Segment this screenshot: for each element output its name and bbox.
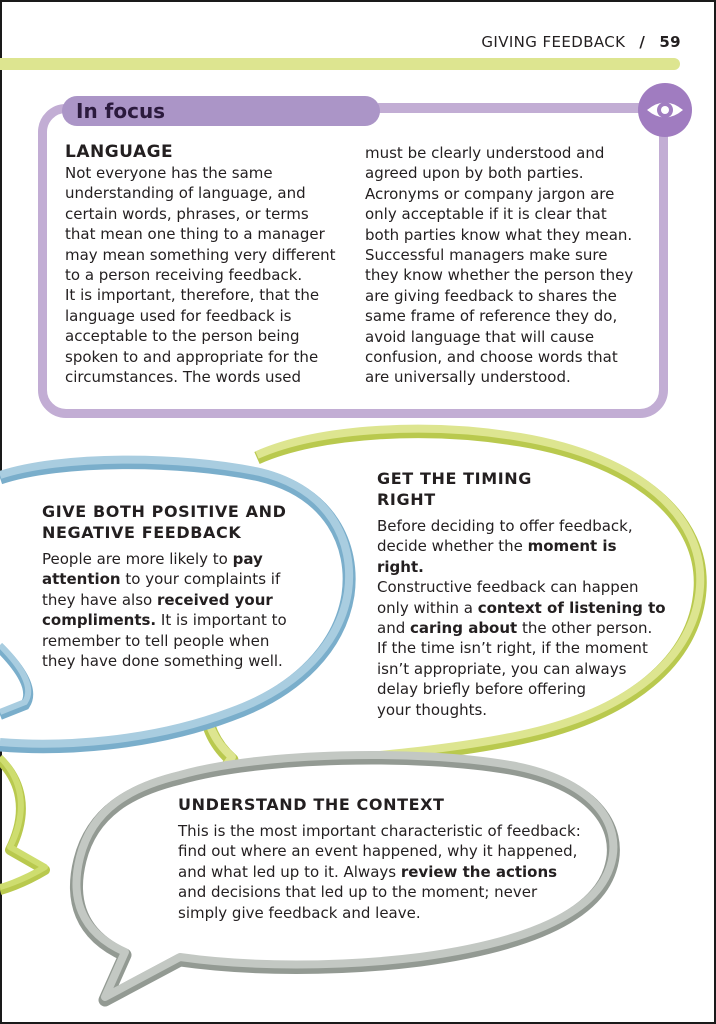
text-run: remember to tell people when bbox=[42, 631, 270, 650]
text-line: to a person receiving feedback. bbox=[65, 266, 303, 285]
bold-run: review the actions bbox=[400, 862, 558, 881]
text-run: People are more likely to bbox=[42, 550, 233, 568]
text-run: and decisions that led up to the moment; never bbox=[178, 883, 538, 902]
text-line: they know whether the person they bbox=[365, 266, 634, 285]
text-run: simply give feedback and leave. bbox=[178, 903, 421, 922]
body-text bbox=[377, 516, 667, 720]
bold-run: pay bbox=[232, 550, 263, 568]
text-line: both parties know what they mean. bbox=[365, 225, 633, 244]
heading-line: GIVE BOTH POSITIVE AND bbox=[42, 502, 287, 521]
context-text bbox=[178, 794, 598, 923]
text-line: spoken to and appropriate for the bbox=[65, 347, 319, 366]
heading-line: GET THE TIMING bbox=[377, 469, 533, 488]
text-line: circumstances. The words used bbox=[65, 368, 302, 387]
text-run: the other person. bbox=[517, 619, 653, 638]
text-run: and bbox=[377, 619, 410, 638]
text-run: delay briefly before offering bbox=[377, 680, 587, 699]
timing-text bbox=[377, 468, 667, 720]
text-run: isn’t appropriate, you can always bbox=[377, 659, 627, 678]
text-line: It is important, therefore, that the bbox=[65, 286, 320, 305]
text-run: only within a bbox=[377, 598, 478, 617]
text-run: to your complaints if bbox=[120, 570, 281, 589]
bold-run: attention bbox=[42, 570, 121, 589]
text-line: may mean something very different bbox=[65, 245, 336, 264]
bold-run: received your bbox=[156, 590, 273, 609]
text-run: Before deciding to offer feedback, bbox=[377, 517, 633, 535]
text-run: they have also bbox=[42, 590, 157, 609]
page-number: 59 bbox=[659, 33, 681, 51]
in-focus-label: In focus bbox=[76, 99, 166, 123]
text-run: find out where an event happened, why it happened, bbox=[178, 842, 578, 861]
text-line: Not everyone has the same bbox=[65, 164, 273, 182]
text-line: certain words, phrases, or terms bbox=[65, 204, 309, 223]
text-line: are giving feedback to shares the bbox=[365, 286, 617, 305]
text-run: This is the most important characteristic of feedback: bbox=[178, 822, 581, 840]
body-text bbox=[42, 549, 302, 671]
text-line: that mean one thing to a manager bbox=[65, 225, 325, 244]
text-line: understanding of language, and bbox=[65, 184, 306, 203]
bold-run: compliments. bbox=[42, 611, 157, 630]
text-run: If the time isn’t right, if the moment bbox=[377, 639, 648, 658]
bold-run: caring about bbox=[410, 619, 518, 638]
bold-run: moment is right. bbox=[377, 537, 617, 576]
text-line: agreed upon by both parties. bbox=[365, 164, 584, 183]
text-line: avoid language that will cause bbox=[365, 327, 595, 346]
text-line: Acronyms or company jargon are bbox=[365, 184, 615, 203]
text-line: only acceptable if it is clear that bbox=[365, 205, 607, 224]
text-line: same frame of reference they do, bbox=[365, 307, 618, 326]
text-run: and what led up to it. Always bbox=[178, 862, 401, 881]
text-line: acceptable to the person being bbox=[65, 327, 300, 346]
heading-line: RIGHT bbox=[377, 490, 436, 509]
text-line: confusion, and choose words that bbox=[365, 348, 618, 367]
text-line: must be clearly understood and bbox=[365, 144, 605, 162]
language-heading: LANGUAGE bbox=[65, 142, 174, 162]
text-run: decide whether the bbox=[377, 537, 528, 556]
header-separator: / bbox=[639, 33, 646, 51]
context-heading: UNDERSTAND THE CONTEXT bbox=[178, 795, 445, 814]
text-run: Constructive feedback can happen bbox=[377, 578, 639, 597]
body-text bbox=[178, 821, 598, 923]
section-title: GIVING FEEDBACK bbox=[481, 33, 626, 51]
positive-negative-heading bbox=[42, 501, 302, 543]
text-line: Successful managers make sure bbox=[365, 246, 608, 265]
text-run: It is important to bbox=[156, 611, 287, 630]
bold-run: context of listening to bbox=[477, 598, 666, 617]
timing-heading bbox=[377, 468, 667, 510]
text-line: are universally understood. bbox=[365, 368, 571, 387]
text-run: they have done something well. bbox=[42, 652, 283, 671]
heading-line: NEGATIVE FEEDBACK bbox=[42, 523, 242, 542]
text-run: your thoughts. bbox=[377, 700, 488, 719]
text-line: language used for feedback is bbox=[65, 306, 292, 325]
positive-negative-text bbox=[42, 501, 302, 671]
